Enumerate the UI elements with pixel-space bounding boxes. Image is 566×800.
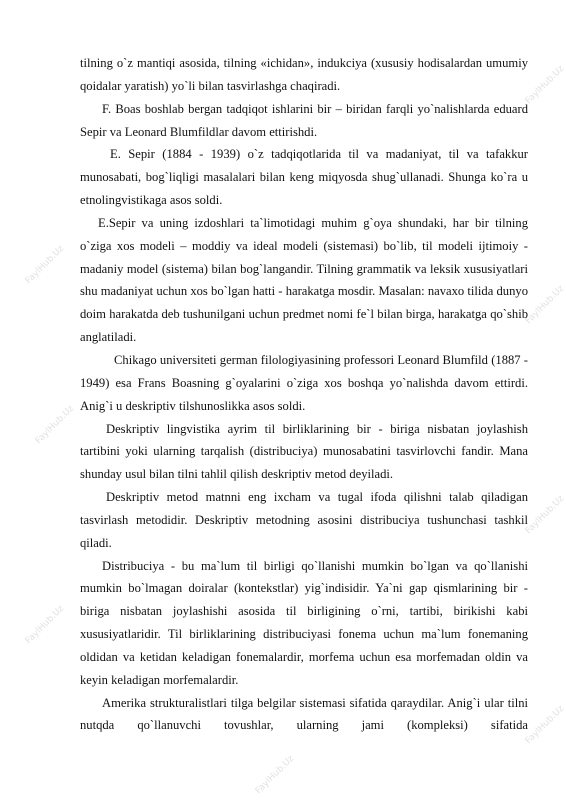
document-body bbox=[80, 52, 528, 737]
paragraph-2: F. Boas boshlab bergan tadqiqot ishlarini bir – biridan farqli yo`nalishlarda eduard Sepir va Leonard Blumfildlar davom ettirishdi. bbox=[80, 101, 528, 139]
watermark-text: FaylHub.Uz bbox=[23, 603, 67, 647]
watermark-text: FaylHub.Uz bbox=[33, 403, 77, 447]
watermark-text: FaylHub.Uz bbox=[23, 243, 67, 287]
watermark-text: FaylHub.Uz bbox=[523, 493, 566, 537]
watermark-text: FaylHub.Uz bbox=[523, 283, 566, 327]
paragraph-7: Deskriptiv metod matnni eng ixcham va tugal ifoda qilishni talab qiladigan tasvirlash metodidir. Deskriptiv metodning asosini distribuciya tushunchasi tashkil qiladi. bbox=[80, 490, 528, 550]
paragraph-5: Chikago universiteti german filologiyasining professori Leonard Blumfild (1887 - 1949) esa Frans Boasning g`oyalarini o`ziga xos boshqa yo`nalishda davom ettirdi. Anig`i u deskriptiv tilshunoslikka asos soldi. bbox=[80, 352, 528, 413]
watermark-text: FaylHub.Uz bbox=[523, 63, 566, 107]
paragraph-1: tilning o`z mantiqi asosida, tilning «ichidan», indukciya (xususiy hodisalardan umumiy qoidalar yaratish) yo`li bilan tasvirlashga chaqiradi. bbox=[80, 56, 528, 93]
paragraph-6: Deskriptiv lingvistika ayrim til birliklarining bir - biriga nisbatan joylashish tartibini yoki ularning tarqalish (distribuciya) munosabatini tasvirlovchi fandir. Mana shunday usul bilan tilni tahlil qilish deskriptiv metod deyiladi. bbox=[80, 421, 528, 482]
paragraph-8: Distribuciya - bu ma`lum til birligi qo`llanishi mumkin bo`lgan va qo`llanishi mumkin bo`lmagan doiralar (kontekstlar) yig`indisidir. Ya`ni gap qismlarining bir - biriga nisbatan joylashishi asosida til birligining o`rni, tartibi, birikishi kabi xususiyatlaridir. Til birliklarining distribuciyasi fonema uchun ma`lum fonemaning oldidan va ketidan keladigan fonemalardir, morfema uchun esa morfemadan oldin va keyin keladigan morfemalardir. bbox=[80, 558, 528, 687]
paragraph-4: E.Sepir va uning izdoshlari ta`limotidagi muhim g`oya shundaki, har bir tilning o`ziga xos modeli – moddiy va ideal modeli (sistemasi) bo`lib, til modeli ijtimoiy - madaniy model (sistema) bilan bog`langandir. Tilning grammatik va leksik xususiyatlari shu madaniyat uchun xos bo`lgan hatti - harakatga mosdir. Masalan: navaxo tilida dunyo doim harakatda deb tushunilgani uchun predmet nomi fe`l bilan birga, harakatga qo`shib anglatiladi. bbox=[80, 215, 528, 345]
watermark-text: FaylHub.Uz bbox=[253, 753, 297, 797]
paragraph-3: E. Sepir (1884 - 1939) o`z tadqiqotlarida til va madaniyat, til va tafakkur munosabati, bog`liqligi masalalari bilan keng miqyosda shug`ullanadi. Shunga ko`ra u etnolingvistikaga asos soldi. bbox=[80, 147, 528, 208]
watermark-text: FaylHub.Uz bbox=[523, 703, 566, 747]
paragraph-9: Amerika strukturalistlari tilga belgilar sistemasi sifatida qaraydilar. Anig`i ular tilni nutqda qo`llanuvchi tovushlar, ularning jami (kompleksi) sifatida bbox=[80, 695, 528, 733]
